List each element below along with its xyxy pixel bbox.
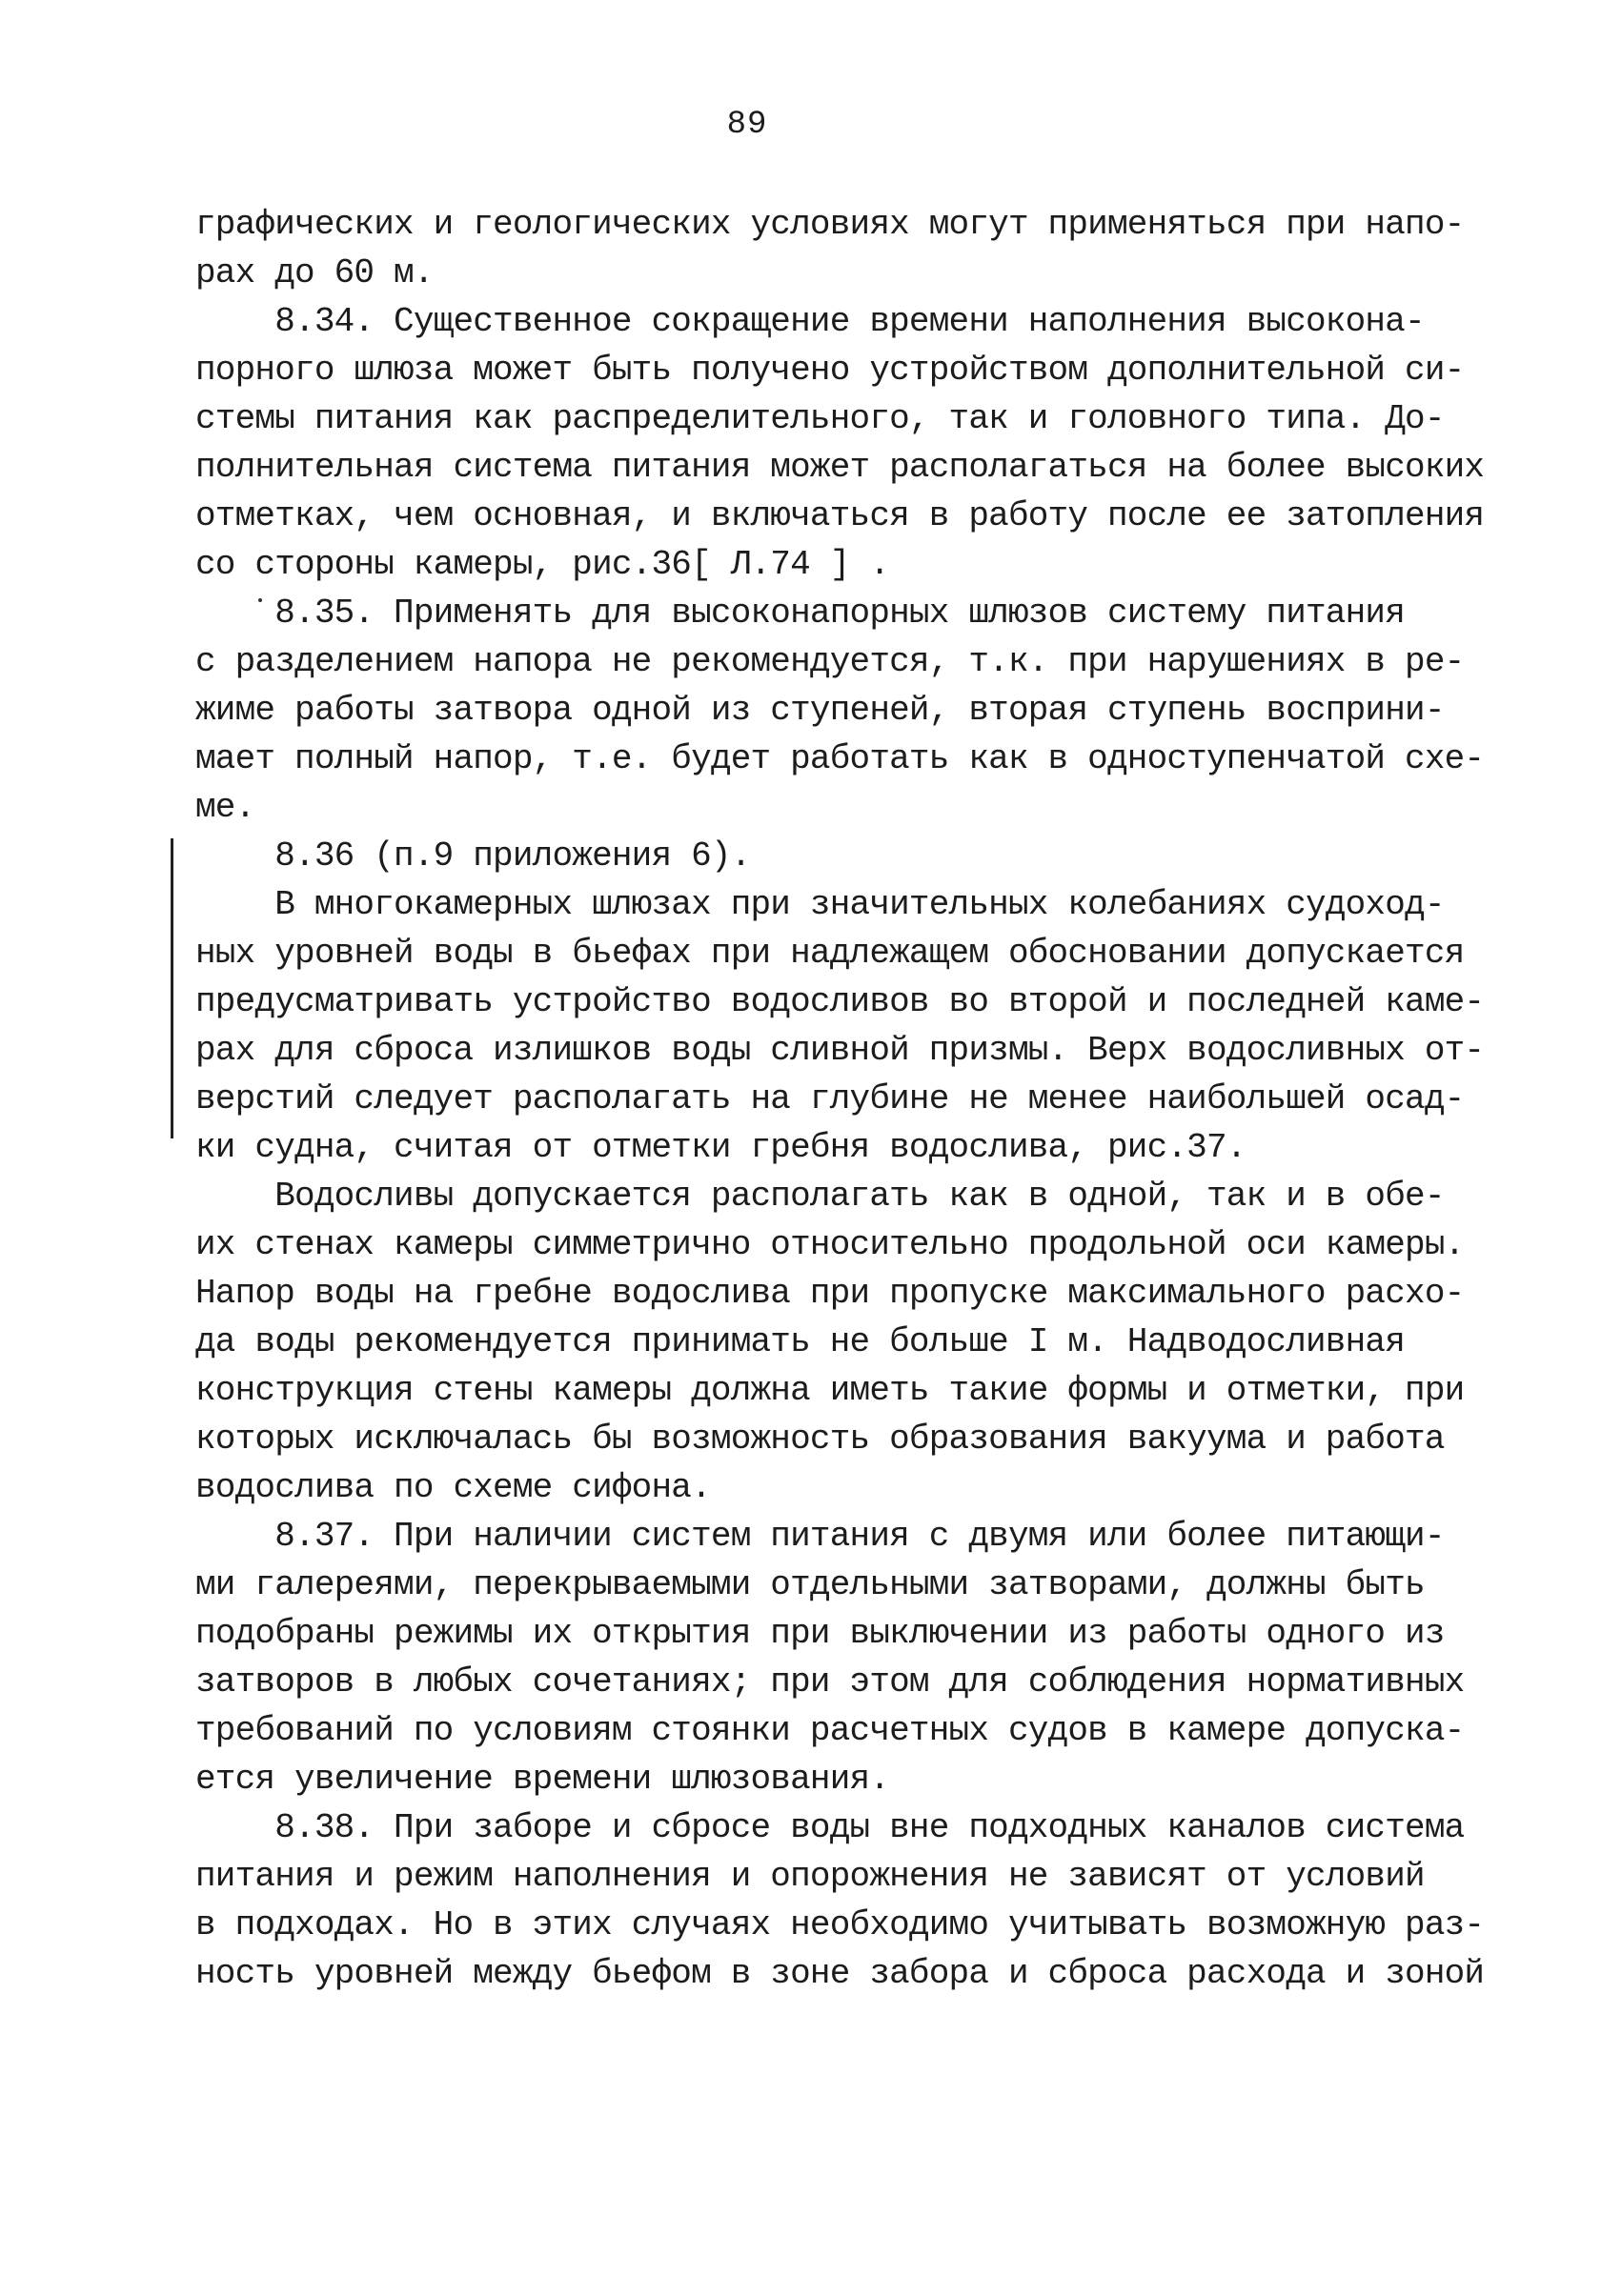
text-line: стемы питания как распределительного, так и головного типа. До- (195, 399, 1445, 438)
margin-change-bar (171, 838, 173, 1138)
text-line: 8.36 (п.9 приложения 6). (195, 836, 751, 876)
body-text (195, 200, 1485, 1998)
text-line: затворов в любых сочетаниях; при этом для соблюдения нормативных (195, 1662, 1465, 1702)
text-line: верстий следует располагать на глубине не менее наибольшей осад- (195, 1079, 1465, 1118)
text-line: рах до 60 м. (195, 253, 434, 292)
text-line: в подходах. Но в этих случаях необходимо учитывать возможную раз- (195, 1905, 1485, 1944)
text-line: ется увеличение времени шлюзования. (195, 1760, 890, 1799)
text-line: 8.34. Существенное сокращение времени наполнения высокона- (195, 302, 1425, 341)
text-line: конструкция стены камеры должна иметь такие формы и отметки, при (195, 1371, 1465, 1410)
text-line: рах для сброса излишков воды сливной призмы. Верх водосливных от- (195, 1031, 1485, 1070)
text-line: порного шлюза может быть получено устройством дополнительной си- (195, 351, 1465, 390)
text-line: 8.37. При наличии систем питания с двумя или более питающи- (195, 1517, 1445, 1556)
text-line: В многокамерных шлюзах при значительных колебаниях судоход- (195, 885, 1445, 924)
text-line: их стенах камеры симметрично относительно продольной оси камеры. (195, 1225, 1465, 1264)
text-line: полнительная система питания может располагаться на более высоких (195, 448, 1485, 487)
text-line: водослива по схеме сифона. (195, 1468, 711, 1507)
text-line: ки судна, считая от отметки гребня водослива, рис.37. (195, 1128, 1246, 1167)
text-line: со стороны камеры, рис.36[ Л.74 ] . (195, 545, 890, 584)
text-line: ми галереями, перекрываемыми отдельными затворами, должны быть (195, 1565, 1425, 1604)
text-line: питания и режим наполнения и опорожнения не зависят от условий (195, 1857, 1425, 1896)
text-line: 8.38. При заборе и сбросе воды вне подходных каналов система (195, 1808, 1465, 1847)
text-line: ме. (195, 788, 255, 827)
text-line: ных уровней воды в бьефах при надлежащем обосновании допускается (195, 934, 1465, 973)
page-number: 89 (726, 107, 768, 143)
text-line: с разделением напора не рекомендуется, т.к. при нарушениях в ре- (195, 642, 1465, 681)
text-line: требований по условиям стоянки расчетных судов в камере допуска- (195, 1711, 1465, 1750)
text-line: предусматривать устройство водосливов во второй и последней каме- (195, 982, 1485, 1021)
text-line: ность уровней между бьефом в зоне забора и сброса расхода и зоной (195, 1954, 1485, 1993)
text-line: подобраны режимы их открытия при выключении из работы одного из (195, 1614, 1445, 1653)
text-line: мает полный напор, т.е. будет работать как в одноступенчатой схе- (195, 739, 1485, 778)
text-line: Напор воды на гребне водослива при пропуске максимального расхо- (195, 1274, 1465, 1313)
text-line: которых исключалась бы возможность образования вакуума и работа (195, 1420, 1445, 1459)
text-line: Водосливы допускается располагать как в одной, так и в обе- (195, 1177, 1445, 1216)
text-line: жиме работы затвора одной из ступеней, вторая ступень восприни- (195, 691, 1445, 730)
text-line: графических и геологических условиях могут применяться при напо- (195, 205, 1465, 244)
text-line: отметках, чем основная, и включаться в работу после ее затопления (195, 496, 1485, 535)
text-line: да воды рекомендуется принимать не больше I м. Надводосливная (195, 1322, 1406, 1361)
text-line: 8.35. Применять для высоконапорных шлюзов систему питания (195, 594, 1406, 633)
